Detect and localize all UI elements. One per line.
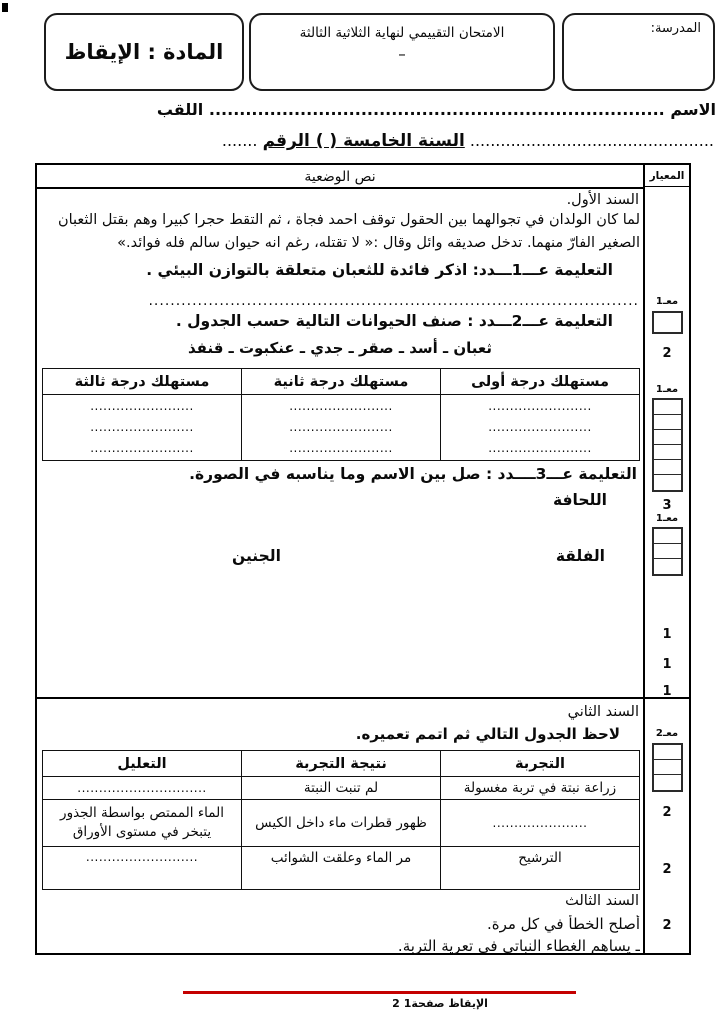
criteria-checkbox-stack (652, 743, 683, 792)
criteria-checkbox (652, 311, 683, 334)
criteria-checkbox (654, 475, 681, 490)
subject-title: المادة : الإيقاظ (64, 40, 224, 64)
criterion-score: 2 (662, 805, 672, 820)
criteria-checkbox (654, 460, 681, 475)
footer-page-text (340, 997, 540, 1010)
consumers-answer-cell-2 (242, 395, 441, 461)
exam-title-box (249, 13, 555, 91)
dotted-answer-line: ........................ (488, 399, 592, 413)
exp1-result: لم تنبت النبتة (242, 777, 441, 800)
criteria-checkbox-stack (652, 398, 683, 492)
exp3-experiment: الترشيح (441, 847, 640, 890)
support3-item-1: ـ يساهم الغطاء النباتي في تعرية التربة. (397, 937, 640, 955)
experiments-row-2 (43, 800, 640, 847)
dotted-answer-line: ........................ (289, 399, 393, 413)
criterion-score: 1 (662, 657, 672, 672)
experiments-col-result: نتيجة التجربة (242, 751, 441, 777)
task2-text: التعليمة عـــ2ـــدد : صنف الحيوانات التالية حسب الجدول . (175, 312, 613, 330)
exp3-result: مر الماء وعلقت الشوائب (242, 847, 441, 890)
support2-intro: لاحظ الجدول التالي ثم اتمم تعميره. (355, 725, 620, 743)
consumers-table (42, 368, 640, 461)
experiments-table-header-row (43, 751, 640, 777)
criterion-label-m1-b: معـ1 (655, 384, 679, 395)
criteria-checkbox (654, 745, 681, 760)
exam-title-dash: – (398, 45, 406, 63)
consumers-table-header-row (43, 369, 640, 395)
criteria-checkbox (654, 430, 681, 445)
consumers-col-third: مستهلك درجة ثالثة (43, 369, 242, 395)
exp1-experiment: زراعة نبتة في تربة مغسولة (441, 777, 640, 800)
exp1-explanation-dots: .............................. (43, 777, 242, 800)
criterion-score: 2 (662, 918, 672, 933)
support3-heading: السند الثالث (565, 893, 639, 909)
student-name-line (100, 100, 716, 130)
experiments-col-experiment: التجربة (441, 751, 640, 777)
task3-text: التعليمة عـــ3ــــدد : صل بين الاسم وما يناسبه في الصورة. (189, 465, 637, 483)
support3-intro: أصلح الخطأ في كل مرة. (486, 915, 640, 933)
dotted-answer-line: ........................ (90, 441, 194, 455)
grade-and-number-label: السنة الخامسة ( ) الرقم (262, 131, 465, 151)
criteria-checkbox-stack (652, 527, 683, 576)
experiments-row-3 (43, 847, 640, 890)
exam-title: الامتحان التقييمي لنهاية الثلاثية الثالثة (299, 25, 505, 41)
criteria-checkbox (654, 760, 681, 775)
support1-text-line1: لما كان الولدان في تجوالهما بين الحقول توقف احمد فجأة ، ثم التقط حجرا كبيرا وهم بقتل الثعبان (57, 212, 640, 228)
consumers-table-body-row (43, 395, 640, 461)
criterion-label-m1-a: معـ1 (655, 296, 679, 307)
situation-title: نص الوضعية (37, 165, 643, 189)
experiments-col-explanation: التعليل (43, 751, 242, 777)
consumers-col-second: مستهلك درجة ثانية (242, 369, 441, 395)
school-label: المدرسة: (650, 21, 701, 36)
support1-text-line2: الصغير الفارّ منهما. تدخل صديقه وائل وقال :« لا تقتله، رغم انه حيوان سالم فله فوائد.» (117, 235, 640, 251)
task1-answer-dots: .......................................................................................... (148, 293, 639, 309)
dotted-answer-line: ........................ (289, 420, 393, 434)
school-box (562, 13, 715, 91)
name-label: الاسم (670, 100, 716, 119)
support2-heading: السند الثاني (567, 704, 639, 720)
consumers-answer-cell-3 (43, 395, 242, 461)
criteria-checkbox (654, 775, 681, 790)
consumers-answer-cell-1 (441, 395, 640, 461)
surname-label: اللقب (156, 100, 204, 119)
criteria-checkbox (654, 559, 681, 574)
experiments-row-1 (43, 777, 640, 800)
match-label-cotyledon: الفلقة (555, 547, 605, 565)
section-divider-line (35, 697, 691, 699)
criterion-label-m1-c: معـ1 (655, 513, 679, 524)
criteria-header: المعيار (645, 165, 689, 187)
exp2-experiment-dots: ...................... (441, 800, 640, 847)
print-artifact-mark (2, 3, 8, 12)
consumers-col-first: مستهلك درجة أولى (441, 369, 640, 395)
criterion-label-m2: معـ2 (655, 728, 679, 739)
criteria-checkbox (654, 445, 681, 460)
footer-red-line (183, 991, 576, 994)
experiments-table (42, 750, 640, 890)
animals-list: ثعبان ـ أسد ـ صقر ـ جدي ـ عنكبوت ـ قنفذ (187, 339, 492, 357)
criterion-score: 1 (662, 684, 672, 699)
criterion-score: 2 (662, 346, 672, 361)
criterion-score: 2 (662, 862, 672, 877)
exp3-explanation-dots: .......................... (43, 847, 242, 890)
task1-text: التعليمة عـــ1ـــدد: اذكر فائدة للثعبان متعلقة بالتوازن البيئي . (146, 261, 613, 279)
match-label-seed-coat: اللحافة (552, 491, 607, 509)
dotted-answer-line: ........................ (289, 441, 393, 455)
criterion-score: 1 (662, 627, 672, 642)
dotted-answer-line: ........................ (90, 420, 194, 434)
subject-box (44, 13, 244, 91)
situation-frame (35, 163, 645, 955)
footer-page-number: 2 (392, 997, 400, 1010)
criterion-score: 3 (662, 498, 672, 513)
support1-heading: السند الأول. (566, 192, 639, 208)
student-info-line (0, 131, 720, 163)
info-dotted-field-left: ....... (221, 131, 258, 150)
footer-page-label: الإيقاظ صفحة1 (403, 997, 488, 1010)
criteria-checkbox (654, 529, 681, 544)
criteria-column (645, 163, 691, 955)
dotted-answer-line: ........................ (488, 420, 592, 434)
info-dotted-field-right: ................................................ (469, 131, 714, 150)
exp2-explanation: الماء الممتص بواسطة الجذور يتبخر في مستوى الأوراق (43, 800, 242, 847)
name-dotted-field: ........................................................................... (208, 100, 665, 119)
dotted-answer-line: ........................ (488, 441, 592, 455)
match-label-embryo: الجنين (232, 547, 281, 565)
criteria-checkbox (654, 400, 681, 415)
dotted-answer-line: ........................ (90, 399, 194, 413)
exp2-result: ظهور قطرات ماء داخل الكيس (242, 800, 441, 847)
criteria-checkbox (654, 415, 681, 430)
criteria-checkbox (654, 544, 681, 559)
